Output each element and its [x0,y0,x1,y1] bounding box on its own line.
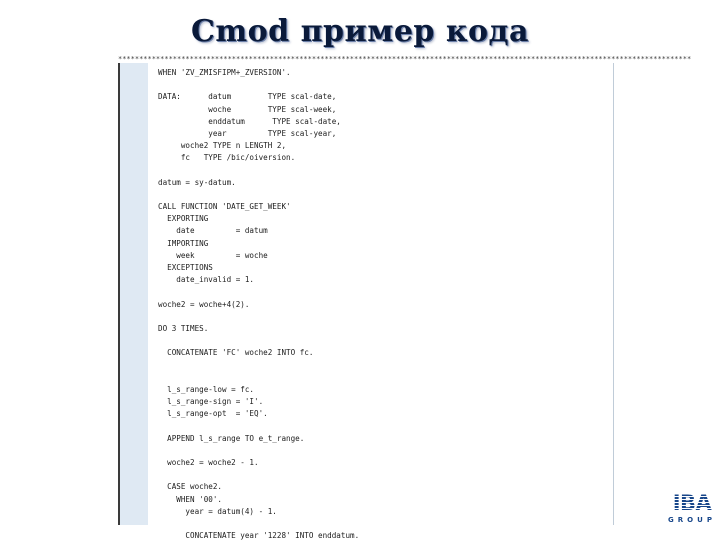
iba-group-logo [667,492,717,528]
code-line: l_s_range-low = fc. [158,384,255,394]
code-line: l_s_range-opt = 'EQ'. [158,409,268,419]
code-line: l_s_range-sign = 'I'. [158,397,264,407]
code-line [158,189,359,201]
code-line [158,420,359,432]
code-line: DATA: datum TYPE scal-date, [158,92,337,102]
code-line: date_invalid = 1. [158,275,255,285]
code-line: APPEND l_s_range TO e_t_range. [158,433,305,443]
code-line [158,311,359,323]
logo-subtitle: GROUP [668,516,716,524]
code-line: date = datum [158,226,268,236]
code-listing [158,67,359,542]
code-line: datum = sy-datum. [158,177,236,187]
code-line [158,518,359,530]
logo-wordmark: IBA [667,492,717,514]
code-line: week = woche [158,250,268,260]
code-line: woche TYPE scal-week, [158,104,337,114]
code-line: EXCEPTIONS [158,263,213,272]
asterisk-separator: **************************************************************************************************************************************** [118,55,692,63]
code-screenshot-panel [118,63,613,541]
code-line [158,335,359,347]
code-line: WHEN '00'. [158,494,223,504]
code-line: enddatum TYPE scal-date, [158,116,341,126]
code-line [158,360,359,372]
code-editor-area [148,63,614,541]
code-line: woche2 = woche+4(2). [158,299,250,309]
code-line: DO 3 TIMES. [158,323,209,333]
slide-title: Cmod пример кода [191,14,529,49]
code-line [158,469,359,481]
code-line [158,165,359,177]
code-line: CALL FUNCTION 'DATE_GET_WEEK' [158,202,291,212]
code-line: CONCATENATE year '1228' INTO enddatum. [158,531,360,541]
code-line: fc TYPE /bic/oiversion. [158,153,296,163]
code-line [158,445,359,457]
code-line: woche2 TYPE n LENGTH 2, [158,141,287,151]
code-line: WHEN 'ZV_ZMISFIPM+_ZVERSION'. [158,68,291,77]
code-line: year = datum(4) - 1. [158,506,277,516]
code-line: year TYPE scal-year, [158,128,337,138]
code-line [158,79,359,91]
code-line: IMPORTING [158,238,209,248]
code-line [158,372,359,384]
code-line: CONCATENATE 'FC' woche2 INTO fc. [158,348,314,358]
code-line: woche2 = woche2 - 1. [158,458,259,467]
code-line: CASE woche2. [158,482,223,492]
code-line: EXPORTING [158,214,209,224]
code-line [158,286,359,298]
